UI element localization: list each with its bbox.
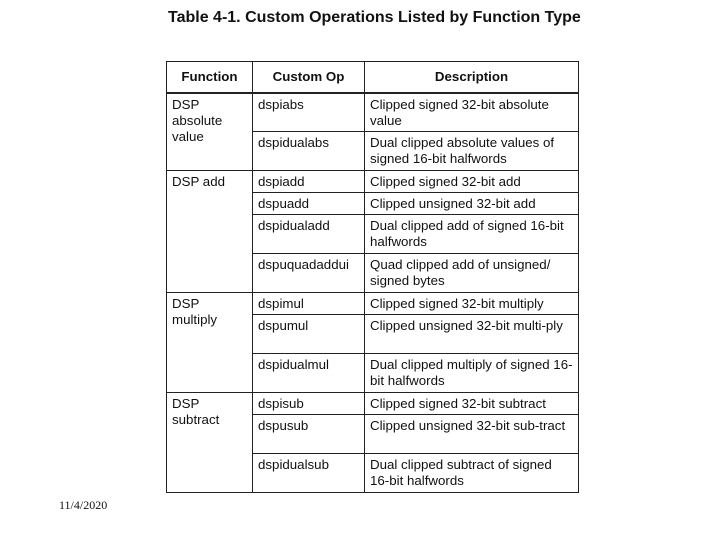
description-cell: Quad clipped add of unsigned/ signed bytes [365,254,579,293]
slide-date: 11/4/2020 [59,498,108,512]
op-cell: dspuadd [253,193,365,215]
description-cell: Clipped signed 32-bit add [365,171,579,193]
function-cell: DSP multiply [167,293,253,393]
op-cell: dspumul [253,315,365,354]
function-cell: DSP subtract [167,393,253,493]
description-cell: Clipped unsigned 32-bit add [365,193,579,215]
table-header-row [167,62,579,93]
op-cell: dspidualadd [253,215,365,254]
description-cell: Clipped signed 32-bit subtract [365,393,579,415]
header-description: Description [365,62,579,93]
table-row [167,293,579,315]
op-cell: dspidualsub [253,454,365,493]
description-cell: Dual clipped subtract of signed 16-bit halfwords [365,454,579,493]
op-cell: dspidualabs [253,132,365,171]
table-row [167,393,579,415]
op-cell: dspimul [253,293,365,315]
function-cell: DSP absolute value [167,93,253,171]
description-cell: Dual clipped add of signed 16-bit halfwords [365,215,579,254]
op-cell: dspisub [253,393,365,415]
table-row [167,171,579,193]
description-cell: Clipped unsigned 32-bit multi-ply [365,315,579,354]
op-cell: dspiabs [253,93,365,132]
function-cell: DSP add [167,171,253,293]
table-caption: Table 4-1. Custom Operations Listed by Function Type [168,9,581,26]
op-cell: dspidualmul [253,354,365,393]
header-function: Function [167,62,253,93]
header-custom-op: Custom Op [253,62,365,93]
description-cell: Clipped signed 32-bit multiply [365,293,579,315]
description-cell: Clipped signed 32-bit absolute value [365,93,579,132]
table-row [167,93,579,132]
description-cell: Clipped unsigned 32-bit sub-tract [365,415,579,454]
custom-operations-table [166,61,579,493]
op-cell: dspiadd [253,171,365,193]
op-cell: dspusub [253,415,365,454]
op-cell: dspuquadaddui [253,254,365,293]
description-cell: Dual clipped absolute values of signed 16-bit halfwords [365,132,579,171]
description-cell: Dual clipped multiply of signed 16-bit halfwords [365,354,579,393]
